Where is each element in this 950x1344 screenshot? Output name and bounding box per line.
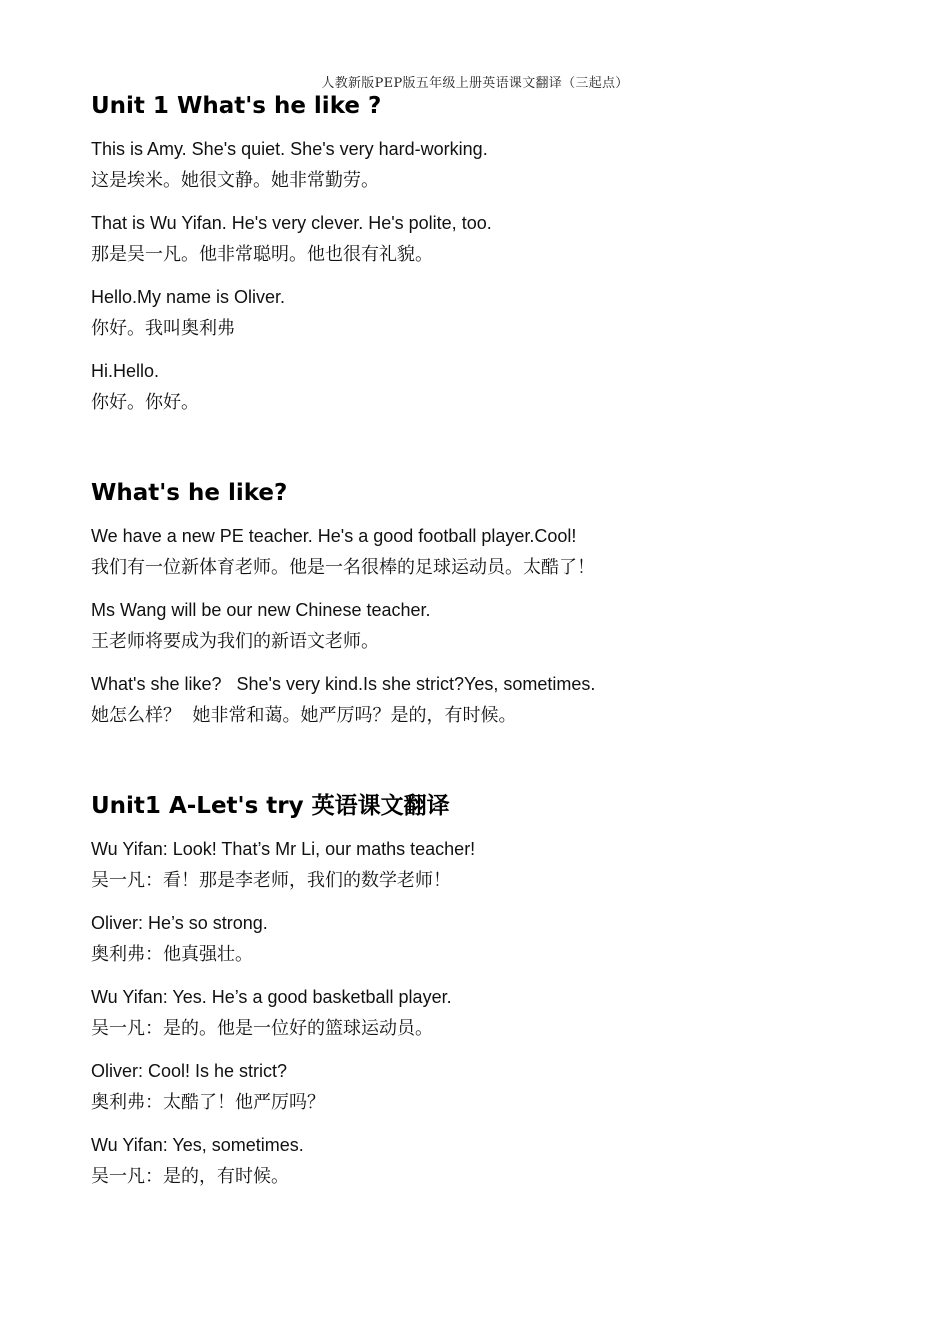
chinese-line: 你好。你好。 bbox=[91, 392, 199, 413]
english-line: Wu Yifan: Yes. He’s a good basketball player. bbox=[91, 987, 452, 1007]
section-heading: Unit 1 What's he like ? bbox=[91, 93, 382, 119]
chinese-line: 她怎么样？ 她非常和蔼。她严厉吗？是的，有时候。 bbox=[91, 705, 517, 726]
section-lets-try bbox=[91, 790, 891, 1193]
english-line: Oliver: Cool! Is he strict? bbox=[91, 1061, 288, 1081]
chinese-line: 那是吴一凡。他非常聪明。他也很有礼貌。 bbox=[91, 244, 433, 265]
english-line: Ms Wang will be our new Chinese teacher. bbox=[91, 600, 431, 620]
english-line: Oliver: He’s so strong. bbox=[91, 913, 268, 933]
text-pair bbox=[91, 207, 891, 271]
english-line: We have a new PE teacher. He's a good football player.Cool! bbox=[91, 526, 577, 546]
running-header: 人教新版PEP版五年级上册英语课文翻译（三起点） bbox=[321, 76, 629, 91]
chinese-line: 我们有一位新体育老师。他是一名很棒的足球运动员。太酷了！ bbox=[91, 557, 595, 578]
english-line: This is Amy. She's quiet. She's very hard-working. bbox=[91, 139, 488, 159]
text-pair bbox=[91, 981, 891, 1045]
text-pair bbox=[91, 668, 891, 732]
text-pair bbox=[91, 907, 891, 971]
section-unit1 bbox=[91, 90, 891, 419]
text-pair bbox=[91, 520, 891, 584]
chinese-line: 吴一凡：是的。他是一位好的篮球运动员。 bbox=[91, 1018, 433, 1039]
text-pair bbox=[91, 355, 891, 419]
english-line: Hi.Hello. bbox=[91, 361, 160, 381]
text-pair bbox=[91, 281, 891, 345]
english-line: Wu Yifan: Look! That’s Mr Li, our maths teacher! bbox=[91, 839, 476, 859]
english-line: Wu Yifan: Yes, sometimes. bbox=[91, 1135, 304, 1155]
chinese-line: 奥利弗：太酷了！他严厉吗？ bbox=[91, 1092, 325, 1113]
text-pair bbox=[91, 594, 891, 658]
chinese-line: 吴一凡：看！那是李老师，我们的数学老师！ bbox=[91, 870, 451, 891]
chinese-line: 吴一凡：是的，有时候。 bbox=[91, 1166, 289, 1187]
chinese-line: 奥利弗：他真强壮。 bbox=[91, 944, 253, 965]
section-whats-he-like bbox=[91, 477, 891, 732]
text-pair bbox=[91, 1055, 891, 1119]
english-line: That is Wu Yifan. He's very clever. He's polite, too. bbox=[91, 213, 492, 233]
text-pair bbox=[91, 133, 891, 197]
chinese-line: 王老师将要成为我们的新语文老师。 bbox=[91, 631, 379, 652]
english-line: Hello.My name is Oliver. bbox=[91, 287, 286, 307]
english-line: What's she like? She's very kind.Is she strict?Yes, sometimes. bbox=[91, 674, 596, 694]
text-pair bbox=[91, 833, 891, 897]
chinese-line: 这是埃米。她很文静。她非常勤劳。 bbox=[91, 170, 379, 191]
section-heading: Unit1 A-Let's try 英语课文翻译 bbox=[91, 793, 450, 819]
section-heading: What's he like? bbox=[91, 480, 288, 506]
chinese-line: 你好。我叫奥利弗 bbox=[91, 318, 235, 339]
text-pair bbox=[91, 1129, 891, 1193]
document-body bbox=[91, 90, 891, 1203]
